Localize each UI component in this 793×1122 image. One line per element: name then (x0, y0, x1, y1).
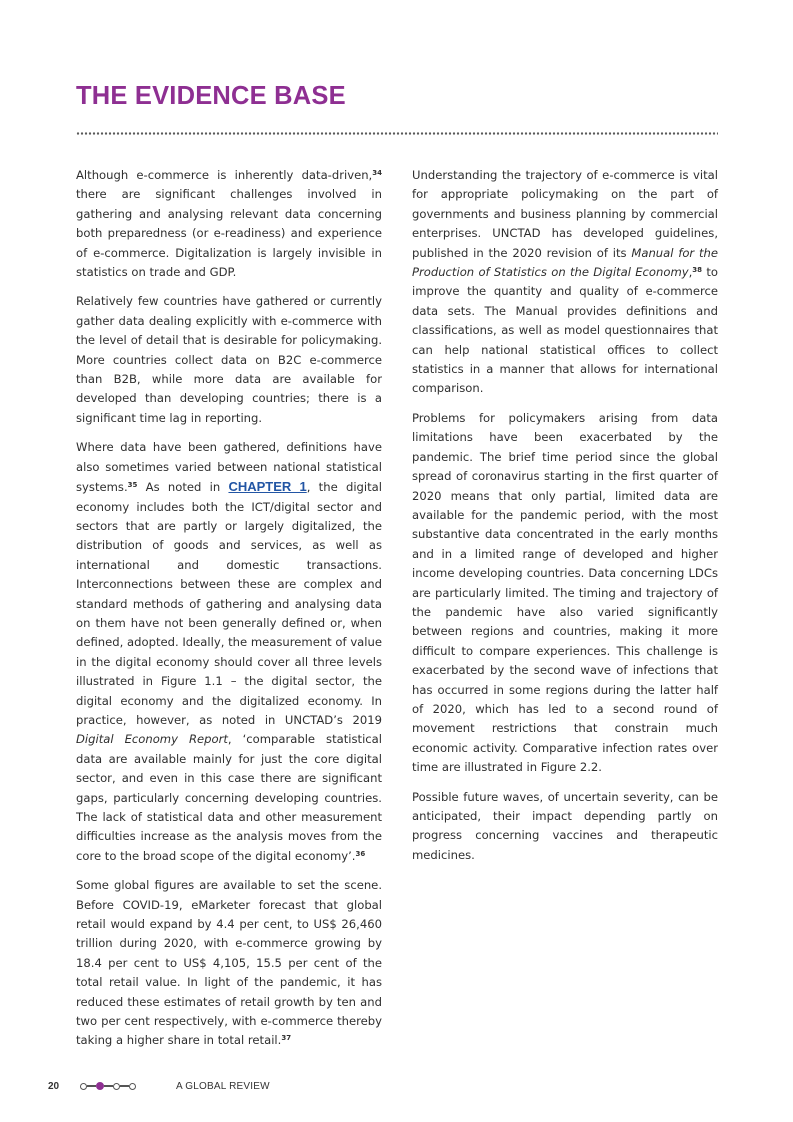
paragraph (76, 876, 382, 1051)
footnote-ref[interactable]: 35 (127, 481, 138, 490)
page-footer (48, 1078, 270, 1094)
footnote-ref[interactable]: 34 (372, 169, 382, 177)
paragraph-text: , ‘comparable statistical data are available mainly for just the core digital sector, and even in this case there are significant gaps, particularly concerning developing countries. The lack of statistical data and other measurement difficulties increase as the analysis moves from the core to the broad scope of the digital economy’. (76, 732, 382, 863)
section-title: THE EVIDENCE BASE (76, 82, 346, 110)
paragraph-text: Understanding the trajectory of e-commerce is vital for appropriate policymaking on the part of governments and business planning by commercial enterprises. UNCTAD has developed guidelines, published in the 2020 revision of its (412, 168, 718, 260)
paragraph: Possible future waves, of uncertain severity, can be anticipated, their impact depending partly on progress concerning vaccines and therapeutic medicines. (412, 789, 718, 862)
right-column (412, 166, 718, 875)
chapter-1-link[interactable]: CHAPTER 1 (228, 479, 307, 495)
paragraph-text: Where data have been gathered, definitions have also sometimes varied between national statistical systems. (76, 440, 382, 495)
dot-icon (80, 1083, 87, 1090)
footnote-ref[interactable]: 38 (692, 266, 703, 275)
footnote-ref[interactable]: 37 (281, 1034, 292, 1043)
dot-connector (120, 1085, 129, 1086)
active-dot-icon (96, 1082, 104, 1090)
paragraph (76, 438, 382, 866)
dotted-divider (76, 132, 718, 135)
manual-title: Manual for the Production of Statistics on the Digital Economy (412, 245, 718, 280)
paragraph-text: to improve the quantity and quality of e-commerce data sets. The Manual provides definitions and classifications, as well as model questionnaires that can help national statistical offices to collect statistics in a manner that allows for international comparison. (412, 265, 718, 396)
dot-icon (129, 1083, 136, 1090)
progress-dots-icon (80, 1082, 136, 1090)
dot-icon (113, 1083, 120, 1090)
paragraph-text: there are significant challenges involved in gathering and analysing relevant data concerning both preparedness (or e-readiness) and experience of e-commerce. Digitalization is largely invisible in statistics on trade and GDP. (76, 187, 382, 280)
paragraph: Relatively few countries have gathered or currently gather data dealing explicitly with e-commerce with the level of detail that is desirable for policymaking. More countries collect data on B2C e-commerce than B2B, while more data are available for developed than developing countries; there is a significant time lag in reporting. (76, 294, 382, 425)
paragraph: Problems for policymakers arising from data limitations have been exacerbated by the pandemic. The brief time period since the global spread of coronavirus starting in the first quarter of 2020 means that only partial, limited data are available for the pandemic period, with the most substantive data concentrated in the early months and in a limited range of developed and higher income developing countries. Data concerning LDCs are particularly limited. The timing and trajectory of the pandemic have also varied significantly between regions and countries, making it more difficult to compare experiences. This challenge is exacerbated by the second wave of infections that has occurred in some regions during the latter half of 2020, which has led to a second round of movement restrictions that constrain much economic activity. Comparative infection rates over time are illustrated in Figure 2.2. (412, 410, 718, 775)
left-column (76, 166, 382, 1061)
publication-title: A GLOBAL REVIEW (176, 1080, 270, 1092)
page-number: 20 (48, 1080, 60, 1092)
paragraph-text: Some global figures are available to set the scene. Before COVID-19, eMarketer forecast that global retail would expand by 4.4 per cent, to US$ 26,460 trillion during 2020, with e-commerce growing by 18.4 per cent to US$ 4,105, 15.5 per cent of the total retail value. In light of the pandemic, it has reduced these estimates of retail growth by ten and two per cent respectively, with e-commerce thereby taking a higher share in total retail. (76, 878, 382, 1048)
paragraph (412, 166, 718, 399)
paragraph-text: , the digital economy includes both the ICT/digital sector and sectors that are partly or largely digitalized, the distribution of goods and services, as well as international and domestic transactions. Interconnections between these are complex and standard methods of gathering and analysing data on them have not been generally defined or, when defined, adopted. Ideally, the measurement of value in the digital economy should cover all three levels illustrated in Figure 1.1 – the digital sector, the digital economy and the digitalized economy. In practice, however, as noted in UNCTAD’s 2019 (76, 480, 383, 727)
paragraph-text: Although e-commerce is inherently data-driven, (76, 168, 373, 182)
paragraph-text: , (688, 265, 693, 280)
dot-connector (104, 1085, 113, 1086)
paragraph-text: As noted in (137, 480, 229, 495)
footnote-ref[interactable]: 36 (355, 849, 366, 858)
report-title: Digital Economy Report (76, 732, 228, 747)
paragraph (76, 166, 382, 282)
dot-connector (87, 1085, 96, 1086)
